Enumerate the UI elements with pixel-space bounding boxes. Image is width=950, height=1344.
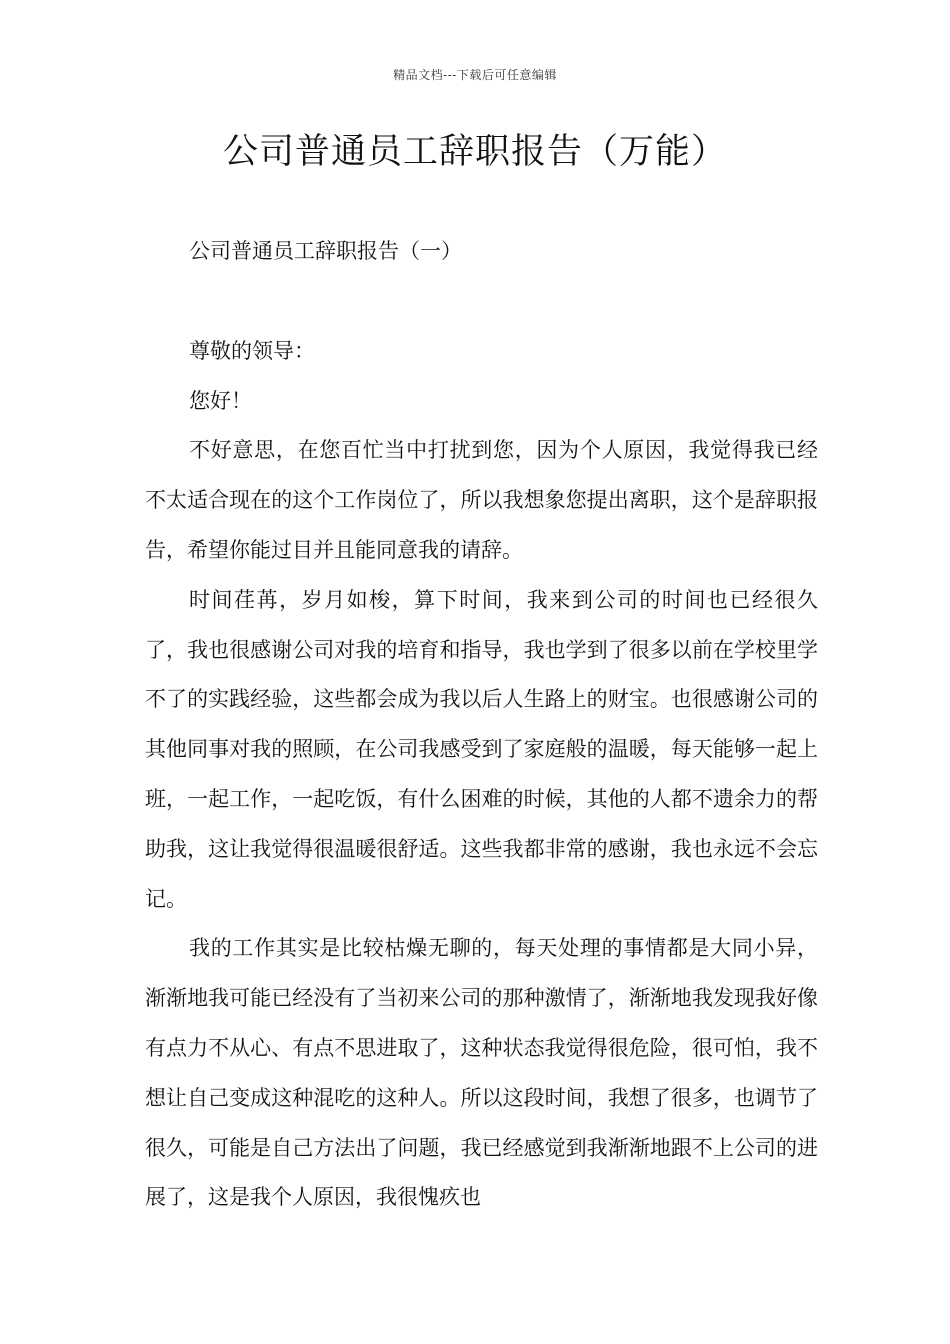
blank-line [145,277,818,327]
greeting: 您好！ [189,388,252,413]
body-paragraph: 时间荏苒，岁月如梭，算下时间，我来到公司的时间也已经很久了，我也很感谢公司对我的培育和指导，我也学到了很多以前在学校里学不了的实践经验，这些都会成为我以后人生路上的财宝。也很感谢公司的其他同事对我的照顾，在公司我感受到了家庭般的温暖，每天能够一起上班，一起工作，一起吃饭，有什么困难的时候，其他的人都不遗余力的帮助我，这让我觉得很温暖很舒适。这些我都非常的感谢，我也永远不会忘记。 [145,587,818,911]
document-title: 公司普通员工辞职报告（万能） [222,132,727,172]
salutation: 尊敬的领导： [189,338,315,363]
document-body [145,227,818,1223]
section-title: 公司普通员工辞职报告（一） [189,239,462,263]
body-paragraph: 不好意思，在您百忙当中打扰到您，因为个人原因，我觉得我已经不太适合现在的这个工作岗位了，所以我想象您提出离职，这个是辞职报告，希望你能过目并且能同意我的请辞。 [145,438,818,562]
body-paragraph: 我的工作其实是比较枯燥无聊的，每天处理的事情都是大同小异，渐渐地我可能已经没有了当初来公司的那种激情了，渐渐地我发现我好像有点力不从心、有点不思进取了，这种状态我觉得很危险，很可怕，我不想让自己变成这种混吃的这种人。所以这段时间，我想了很多，也调节了很久，可能是自己方法出了问题，我已经感觉到我渐渐地跟不上公司的进展了，这是我个人原因，我很愧疚也 [145,936,818,1210]
page-watermark: 精品文档---下载后可任意编辑 [393,68,557,82]
